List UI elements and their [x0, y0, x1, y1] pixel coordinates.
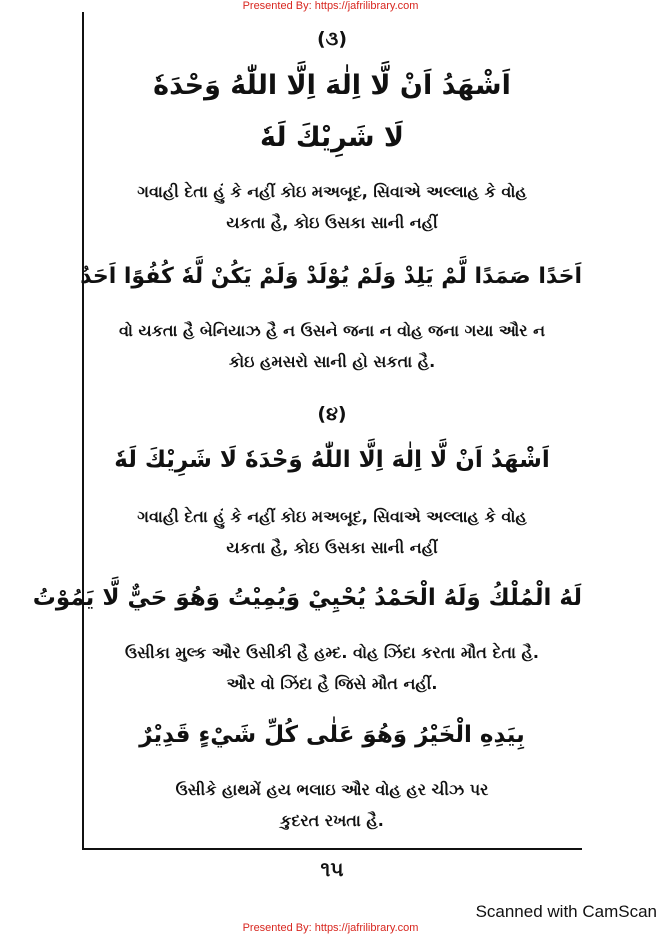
ikhlas-translation — [82, 315, 582, 377]
section-4-heading: (૪) — [317, 403, 347, 425]
watermark-top: Presented By: https://jafrilibrary.com — [242, 0, 419, 12]
translation-line: યકતા હૈ, કોઇ ઉસકા સાની નહીં — [226, 213, 438, 232]
translation-line: ગવાહી દેતા હું કે નહીં કોઇ મઅબૂદ, સિવાએ અલ્લાહ કે વોહ — [137, 182, 527, 201]
page-number: ૧૫ — [320, 857, 344, 881]
translation-line: વો યકતા હૈ બેનિયાઝ હૈ ન ઉસને જના ન વોહ જના ગયા ઔર ન — [118, 321, 546, 340]
translation-line: ઉસીકા મુલ્ક ઔર ઉસીકી હૈ હમ્દ. વોહ ઝિંદા કરતા મૌત દેતા હૈ. — [125, 643, 539, 662]
watermark-bottom: Presented By: https://jafrilibrary.com — [242, 922, 419, 934]
translation-line: કોઇ હમસરો સાની હો સકતા હૈ. — [228, 352, 436, 371]
section-3-translation — [82, 176, 582, 238]
ikhlas-arabic: اَحَدًا صَمَدًا لَّمْ يَلِدْ وَلَمْ يُوْلَدْ وَلَمْ يَكُنْ لَّهٗ كُفُوًا اَحَدٌ — [80, 264, 582, 289]
section-3-arabic-line-1: اَشْهَدُ اَنْ لَّا اِلٰهَ اِلَّا اللّٰهُ وَحْدَهٗ — [153, 70, 511, 101]
translation-line: ઉસીકે હાથમેં હય ભલાઇ ઔર વોહ હર ચીઝ પર — [175, 780, 489, 799]
khair-arabic: بِيَدِهِ الْخَيْرُ وَهُوَ عَلٰى كُلِّ شَيْءٍ قَدِيْرٌ — [139, 722, 525, 748]
khair-translation — [82, 774, 582, 836]
translation-line: કુદરત રખતા હૈ. — [280, 811, 384, 830]
translation-line: ગવાહી દેતા હું કે નહીં કોઇ મઅબૂદ, સિવાએ અલ્લાહ કે વોહ — [137, 507, 527, 526]
mulk-translation — [82, 637, 582, 699]
scanner-label: Scanned with CamScan — [475, 902, 657, 921]
section-3-arabic-line-2: لَا شَرِيْكَ لَهٗ — [259, 122, 405, 153]
section-4-arabic: اَشْهَدُ اَنْ لَّا اِلٰهَ اِلَّا اللّٰهُ وَحْدَهٗ لَا شَرِيْكَ لَهٗ — [114, 447, 550, 473]
mulk-arabic: لَهُ الْمُلْكُ وَلَهُ الْحَمْدُ يُحْيِيْ وَيُمِيْتُ وَهُوَ حَيٌّ لَّا يَمُوْتُ — [32, 585, 582, 611]
translation-line: ઔર વો ઝિંદા હૈ જિસે મૌત નહીં. — [226, 674, 438, 693]
section-3-heading: (૩) — [316, 28, 348, 50]
section-4-translation — [82, 501, 582, 563]
translation-line: યકતા હૈ, કોઇ ઉસકા સાની નહીં — [226, 538, 438, 557]
